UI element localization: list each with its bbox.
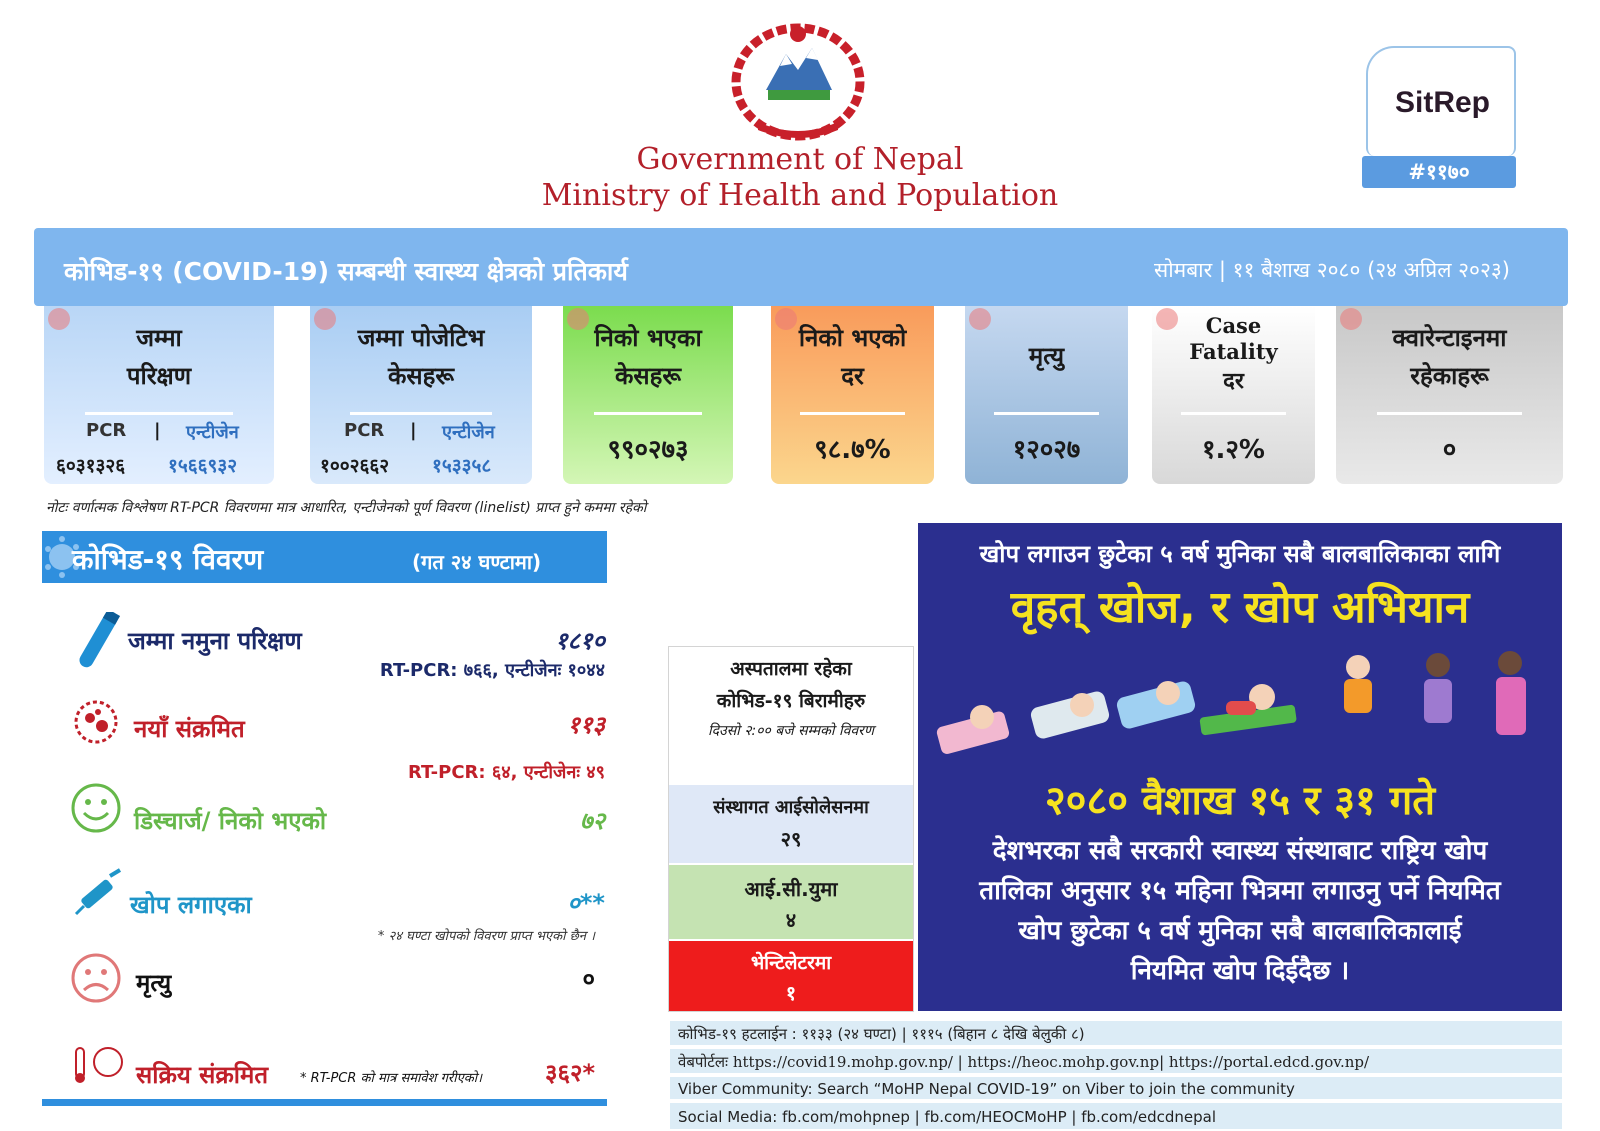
poster-body-line: खोप छुटेका ५ वर्ष मुनिका सबै बालबालिकालाई: [1018, 916, 1462, 946]
details-subtitle: (गत २४ घण्टामा): [412, 550, 542, 574]
pcr-value: ६०३१३२६: [56, 455, 126, 477]
card-label: रहेकाहरू: [1410, 362, 1489, 390]
sitrep-label: SitRep: [1394, 86, 1490, 119]
link-facebook-heoc[interactable]: fb.com/HEOCMoHP: [924, 1108, 1067, 1126]
card-quarantine: [1336, 306, 1563, 484]
banner-date: सोमबार | ११ बैशाख २०८० (२४ अप्रिल २०२३): [1154, 258, 1510, 282]
nepal-emblem-logo: [728, 20, 868, 145]
card-value: ०: [1442, 435, 1457, 465]
ventilator-value: १: [785, 981, 797, 1005]
icu-cell: [669, 865, 913, 939]
hospital-panel: [668, 646, 914, 1012]
link-facebook-edcd[interactable]: fb.com/edcdnepal: [1081, 1108, 1217, 1126]
row-value-discharged: ७२: [580, 807, 605, 835]
pcr-value: १००२६६२: [320, 455, 390, 477]
details-footer-bar: [42, 1099, 607, 1106]
antigen-value: १५६६९३२: [168, 455, 238, 477]
pcr-label: PCR: [344, 420, 385, 441]
isolation-value: २९: [780, 827, 802, 851]
link-facebook-mohp[interactable]: fb.com/mohpnep: [782, 1108, 910, 1126]
row-label-discharged: डिस्चार्ज/ निको भएको: [134, 807, 327, 835]
row-label-deaths: मृत्यु: [136, 969, 172, 997]
row-label-new-cases: नयाँ संक्रमित: [134, 715, 245, 743]
viber-bar: Viber Community: Search “MoHP Nepal COVID-19” on Viber to join the community: [670, 1077, 1562, 1101]
social-media-bar: Social Media: fb.com/mohpnep | fb.com/HEOCMoHP | fb.com/edcdnepal: [670, 1103, 1562, 1131]
card-recovered: [563, 306, 733, 484]
hotline-bar: कोभिड-१९ हटलाईन : ११३३ (२४ घण्टा) | १११५ (बिहान ८ देखि बेलुकी ८): [670, 1021, 1562, 1047]
divider: [594, 412, 703, 415]
poster-body-line: तालिका अनुसार १५ महिना भित्रमा लगाउनु पर्ने नियमित: [979, 876, 1501, 906]
icu-label: आई.सी.युमा: [744, 877, 838, 901]
card-recovery-rate: [771, 306, 934, 484]
divider: [1181, 412, 1285, 415]
antigen-value: १५३३५८: [432, 455, 492, 477]
card-label: जम्मा पोजेटिभ: [357, 324, 485, 352]
social-label: Social Media:: [678, 1108, 778, 1126]
row-sub-tests: RT-PCR: ७६६, एन्टीजेनः १०४४: [379, 660, 605, 681]
divider: [1377, 412, 1522, 415]
smiley-icon: [70, 782, 118, 830]
web-portal-bar: वेबपोर्टलः https://covid19.mohp.gov.np/ | https://heoc.mohp.gov.np| https://portal.edcd.gov.np/: [670, 1049, 1562, 1075]
card-deaths: [965, 306, 1128, 484]
card-label: क्वारेन्टाइनमा: [1392, 324, 1507, 352]
web-portal-label: वेबपोर्टलः: [678, 1053, 729, 1071]
card-total-tests: [44, 306, 274, 484]
poster-body-line: नियमित खोप दिईदैछ ।: [1130, 956, 1350, 986]
card-total-positive: [310, 306, 532, 484]
poster-intro: खोप लगाउन छुटेका ५ वर्ष मुनिका सबै बालबालिकाका लागि: [979, 540, 1501, 568]
row-sub-new-cases: RT-PCR: ६४, एन्टीजेनः ४९: [407, 762, 605, 783]
sad-face-icon: [70, 952, 118, 1000]
card-label: निको भएको: [798, 324, 907, 352]
row-note-active: * RT-PCR को मात्र समावेश गरीएको।: [300, 1071, 483, 1086]
row-label-tests: जम्मा नमुना परिक्षण: [128, 627, 302, 655]
data-note: नोटः वर्णात्मक विश्लेषण RT-PCR विवरणमा मात्र आधारित, एन्टीजेनको पूर्ण विवरण (linelist) प्राप्त हुने कममा रहेको: [46, 500, 647, 516]
row-value-new-cases: ११३: [567, 711, 605, 739]
hospital-title: कोभिड-१९ बिरामीहरु: [716, 690, 866, 712]
row-value-tests: १८१०: [555, 627, 605, 655]
isolation-cell: [669, 785, 913, 863]
card-value: १२०२७: [1012, 435, 1081, 465]
virus-cluster-icon: [68, 694, 116, 742]
ventilator-cell: [669, 941, 913, 1011]
separator: |: [410, 420, 417, 441]
details-title: कोभिड-१९ विवरण: [72, 543, 264, 576]
poster-dates: २०८० वैशाख १५ र ३१ गते: [1044, 778, 1436, 824]
row-label-active: सक्रिय संक्रमित: [136, 1061, 269, 1089]
card-label: दर: [841, 362, 864, 390]
divider: [85, 412, 232, 415]
card-label: परिक्षण: [126, 362, 192, 390]
card-case-fatality: [1152, 306, 1315, 484]
test-tube-icon: [70, 612, 118, 660]
divider: [800, 412, 904, 415]
syringe-icon: [70, 868, 118, 916]
divider: [350, 412, 492, 415]
card-label: केसहरू: [614, 362, 682, 390]
row-value-vaccinated: ०**: [567, 889, 605, 917]
icu-value: ४: [785, 908, 797, 932]
card-label: Fatality: [1189, 339, 1278, 364]
vaccination-campaign-poster: [918, 523, 1562, 1011]
poster-headline: वृहत् खोज, र खोप अभियान: [1010, 582, 1470, 633]
row-value-deaths: ०: [582, 965, 595, 993]
sick-person-icon: [72, 1042, 120, 1090]
card-label: Case: [1205, 313, 1262, 338]
government-title: Government of Nepal: [636, 142, 964, 177]
row-sub-vaccinated: * २४ घण्टा खोपको विवरण प्राप्त भएको छैन ।: [377, 929, 595, 944]
card-value: ९९०२७३: [607, 435, 689, 465]
ministry-title: Ministry of Health and Population: [541, 178, 1059, 213]
hospital-subtitle: दिउसो २:०० बजे सम्मको विवरण: [707, 723, 874, 739]
link-heoc-portal[interactable]: https://heoc.mohp.gov.np: [967, 1053, 1160, 1071]
separator: |: [154, 420, 161, 441]
hospital-title: अस्पतालमा रहेका: [730, 658, 852, 680]
ventilator-label: भेन्टिलेटरमा: [750, 952, 832, 974]
card-label: निको भएका: [594, 324, 702, 352]
card-label: केसहरू: [387, 362, 455, 390]
card-label: मृत्यु: [1028, 342, 1065, 370]
poster-body-line: देशभरका सबै सरकारी स्वास्थ्य संस्थाबाट राष्ट्रिय खोप: [992, 836, 1488, 866]
children-illustration: [932, 647, 1548, 777]
pcr-label: PCR: [86, 420, 127, 441]
card-value: ९८.७%: [814, 435, 891, 465]
divider: [994, 412, 1098, 415]
link-covid19-portal[interactable]: https://covid19.mohp.gov.np/: [732, 1053, 953, 1071]
antigen-label: एन्टीजेन: [186, 422, 239, 443]
link-edcd-portal[interactable]: https://portal.edcd.gov.np/: [1168, 1053, 1370, 1071]
row-value-active: ३६२*: [545, 1059, 595, 1087]
isolation-label: संस्थागत आईसोलेसनमा: [713, 797, 869, 818]
card-value: १.२%: [1202, 435, 1265, 465]
antigen-label: एन्टीजेन: [442, 422, 495, 443]
sitrep-number: #११७०: [1362, 156, 1516, 188]
virus-icon: [969, 308, 991, 330]
card-label: दर: [1223, 369, 1244, 394]
row-label-vaccinated: खोप लगाएका: [130, 891, 252, 919]
banner-title: कोभिड-१९ (COVID-19) सम्बन्धी स्वास्थ्य क्षेत्रको प्रतिकार्य: [64, 257, 628, 286]
card-label: जम्मा: [136, 324, 182, 352]
